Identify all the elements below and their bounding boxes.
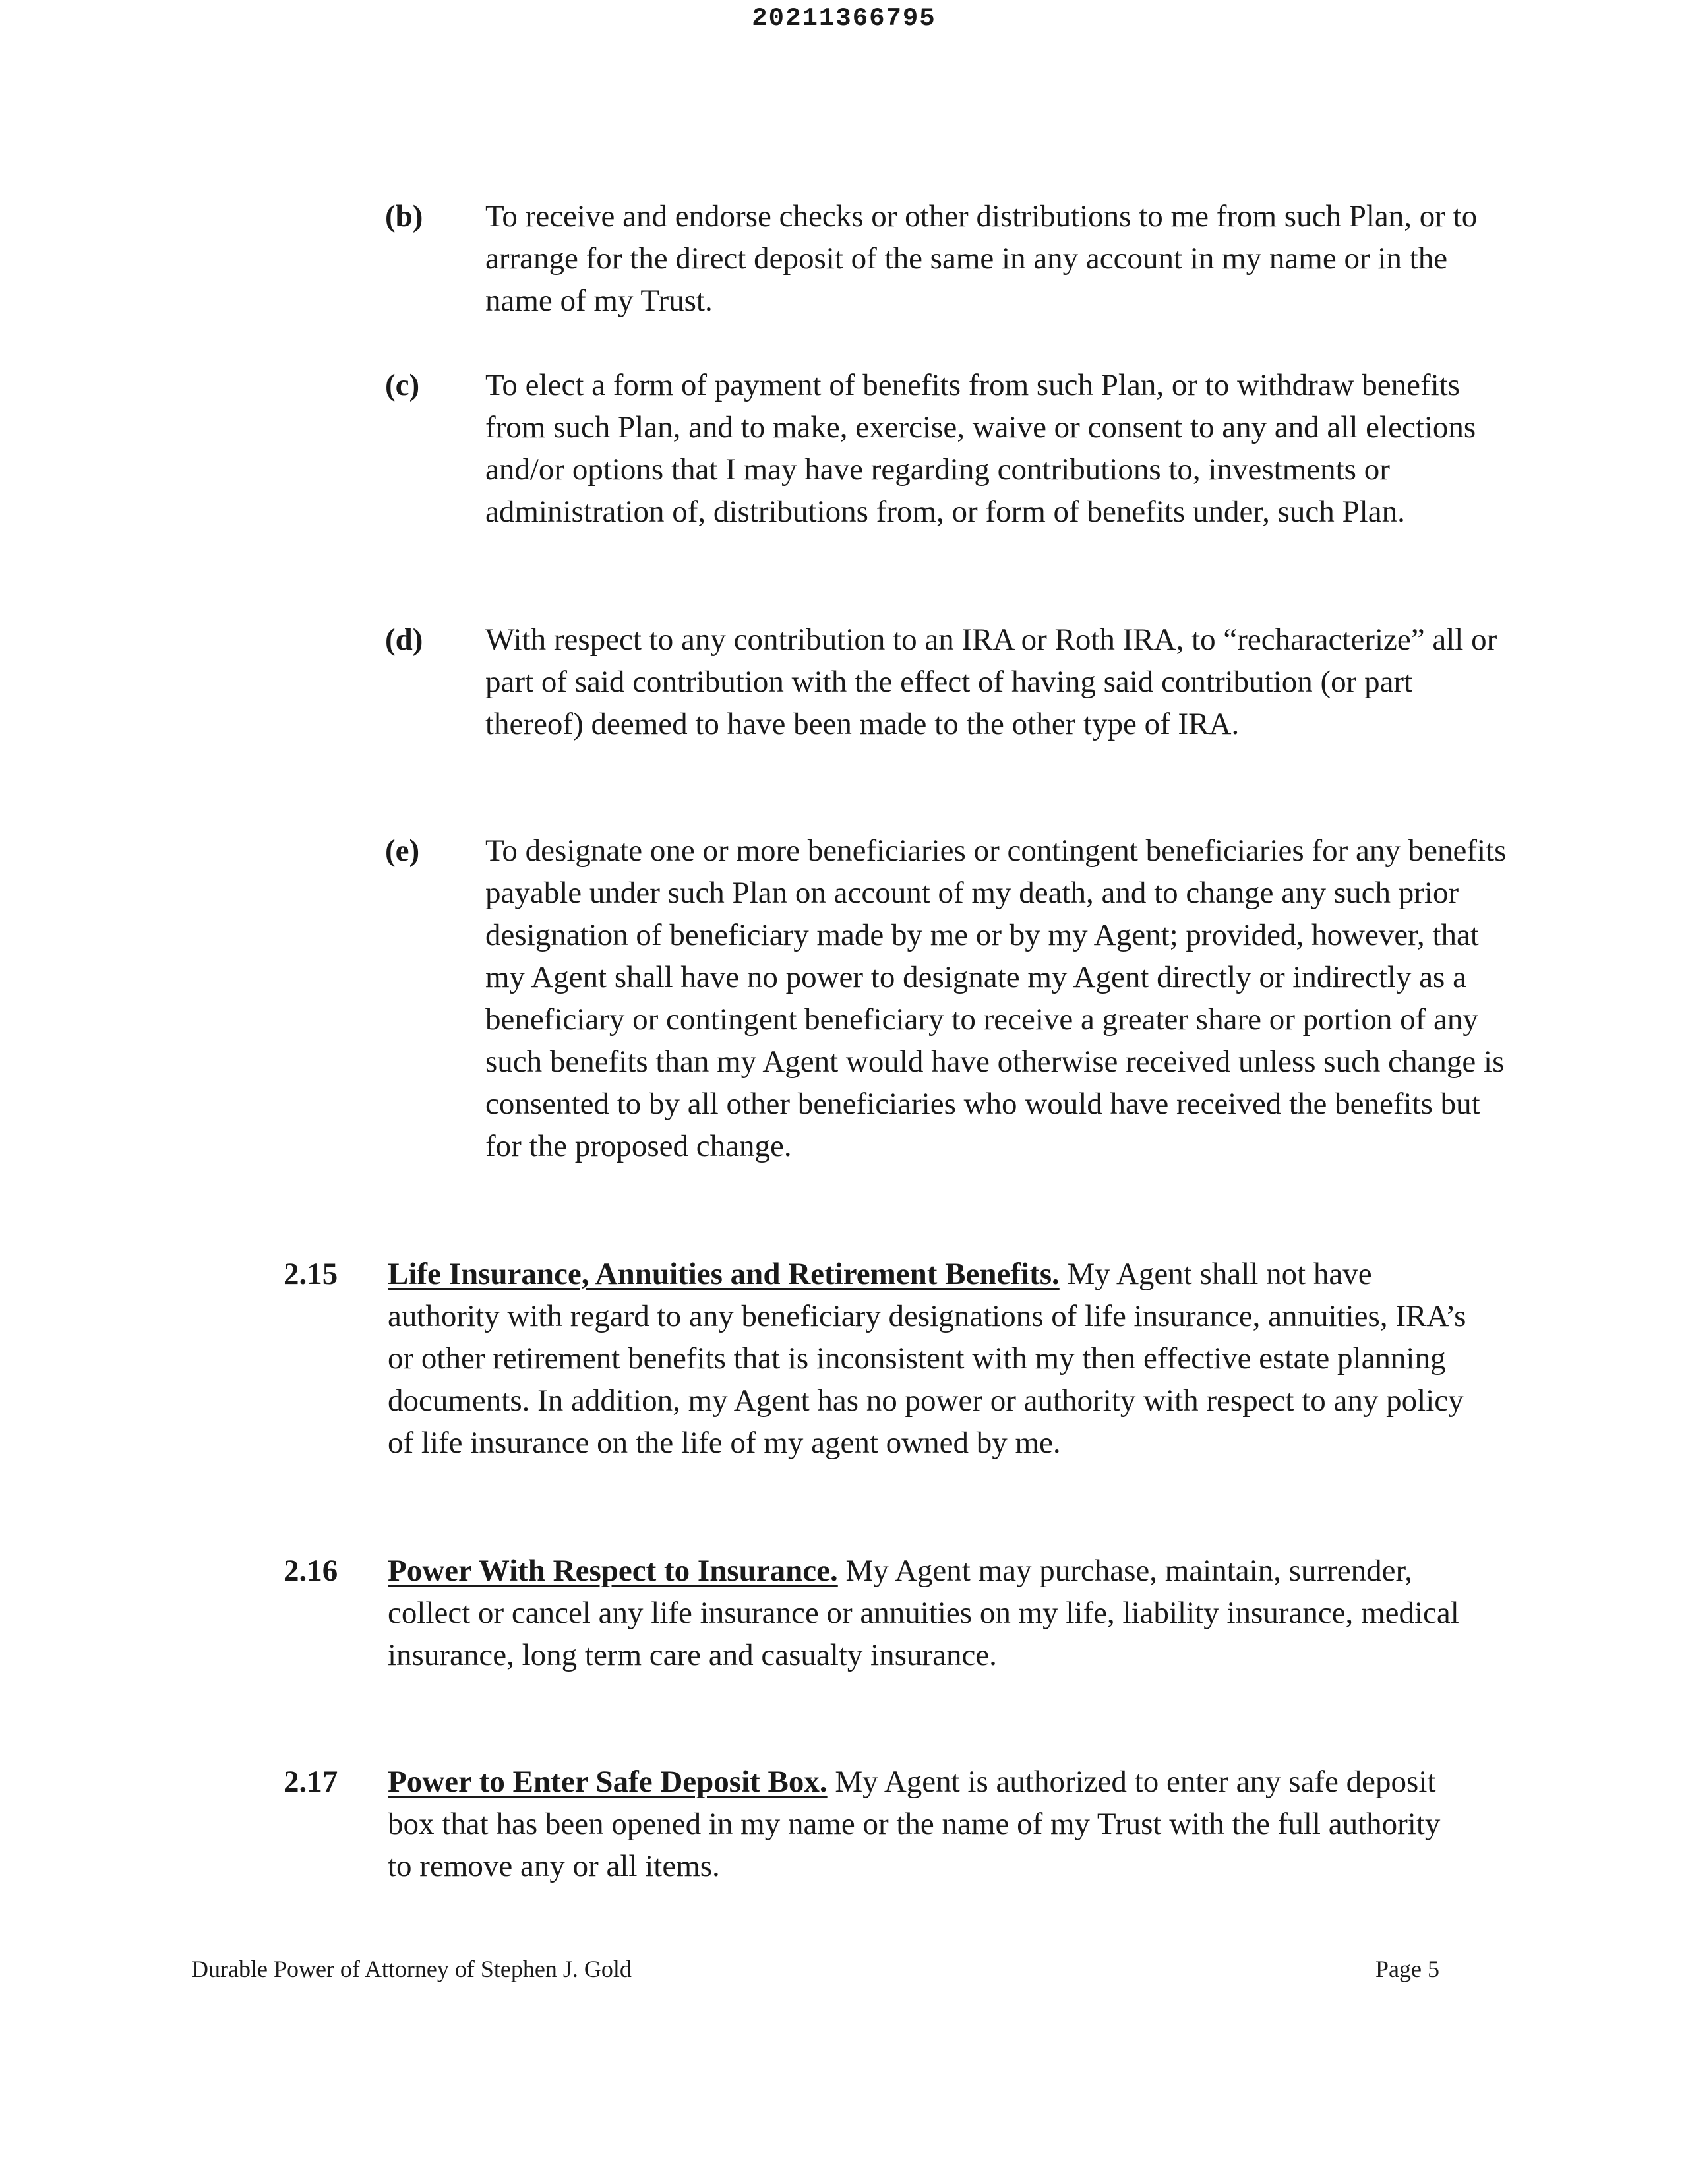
section-heading: Power With Respect to Insurance. <box>388 1554 838 1588</box>
section-text: My Agent is authorized to enter any safe deposit box that has been opened in my name or the name of my Trust with the full authority to remove any or all items. <box>388 1765 1441 1883</box>
section-heading: Power to Enter Safe Deposit Box. <box>388 1765 828 1799</box>
section-number: 2.17 <box>284 1765 338 1799</box>
footer-document-title: Durable Power of Attorney of Stephen J. Gold <box>191 1956 632 1982</box>
subitem-text: To receive and endorse checks or other distributions to me from such Plan, or to arrange for the direct deposit of the same in any account in my name or in the name of my Trust. <box>485 199 1478 318</box>
section-body <box>388 1550 1469 1676</box>
subitem-text: To elect a form of payment of benefits from such Plan, or to withdraw benefits from such Plan, and to make, exercise, waive or consent to any and all elections and/or options that I may have regarding contributions to, investments or administration of, distributions from, or form of benefits under, such Plan. <box>485 368 1476 529</box>
section-number: 2.16 <box>284 1554 338 1588</box>
subitem-label: (d) <box>385 622 423 657</box>
footer-page-number: Page 5 <box>1375 1956 1439 1982</box>
subitem-label: (c) <box>385 368 420 402</box>
section-text: My Agent may purchase, maintain, surrender, collect or cancel any life insurance or annuities on my life, liability insurance, medical insurance, long term care and casualty insurance. <box>388 1554 1459 1672</box>
section-body <box>388 1761 1469 1887</box>
subitem-label: (e) <box>385 834 420 868</box>
subitem-text: To designate one or more beneficiaries or contingent beneficiaries for any benefits payable under such Plan on account of my death, and to change any such prior designation of beneficiary made by me or by my Agent; provided, however, that my Agent shall have no power to designate my Agent directly or indirectly as a beneficiary or contingent beneficiary to receive a greater share or portion of any such benefits than my Agent would have otherwise received unless such change is consented to by all other beneficiaries who would have received the benefits but for the proposed change. <box>485 834 1507 1163</box>
section-text: My Agent shall not have authority with regard to any beneficiary designations of life insurance, annuities, IRA’s or other retirement benefits that is inconsistent with my then effective estate planning documents. In addition, my Agent has no power or authority with respect to any policy of life insurance on the life of my agent owned by me. <box>388 1257 1466 1460</box>
section-number: 2.15 <box>284 1257 338 1291</box>
subitem-label: (b) <box>385 199 423 233</box>
document-number: 20211366795 <box>752 4 936 33</box>
section-body <box>388 1253 1469 1464</box>
section-heading: Life Insurance, Annuities and Retirement Benefits. <box>388 1257 1060 1291</box>
subitem-text: With respect to any contribution to an IRA or Roth IRA, to “recharacterize” all or part of said contribution with the effect of having said contribution (or part thereof) deemed to have been made to the other type of IRA. <box>485 622 1497 741</box>
